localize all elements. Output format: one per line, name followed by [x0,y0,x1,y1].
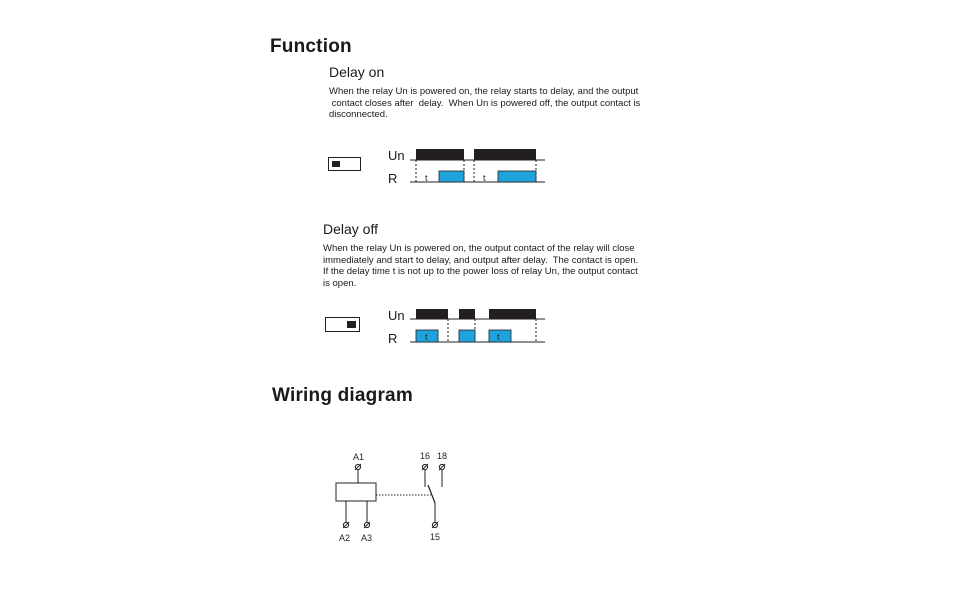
delay-off-r-pulse-2 [459,330,475,342]
wiring-schematic [325,445,465,550]
delay-on-t-label-2: t [483,173,486,183]
function-heading: Function [270,36,352,57]
terminal-18-label: 18 [437,451,448,461]
delay-off-line-3: If the delay time t is not up to the power loss of relay Un, the output contact [323,266,638,277]
delay-off-un-pulse-3 [489,309,536,319]
delay-off-un-pulse-1 [416,309,448,319]
delay-off-t-label-2: t [497,332,500,342]
terminal-16-label: 16 [420,451,431,461]
a2-label: A2 [339,533,351,543]
delay-off-line-2: immediately and start to delay, and output after delay. The contact is open. [323,254,639,266]
delay-off-timing-chart [405,305,555,350]
delay-on-timing-chart [405,145,555,190]
delay-on-line-1: When the relay Un is powered on, the relay starts to delay, and the output [329,86,639,97]
dip-switch-right-icon [325,317,361,334]
terminal-15-label: 15 [430,532,441,542]
relay-coil-box [336,483,376,501]
wiring-diagram-heading: Wiring diagram [272,385,413,406]
delay-on-un-pulse-1 [416,149,464,160]
delay-off-un-pulse-2 [459,309,475,319]
delay-on-un-label: Un [388,148,405,163]
switch-arm [428,485,435,503]
a3-label: A3 [361,533,373,543]
delay-on-un-pulse-2 [474,149,536,160]
delay-on-line-3: disconnected. [329,109,388,120]
delay-on-r-pulse-2 [498,171,536,182]
delay-on-r-pulse-1 [439,171,464,182]
dip-switch-left-icon [328,157,362,173]
delay-off-r-pulse-3 [489,330,511,342]
delay-on-title: Delay on [329,64,385,80]
delay-on-r-label: R [388,171,398,186]
delay-off-r-label: R [388,331,398,346]
delay-on-t-label-1: t [425,173,428,183]
delay-on-description [329,86,709,121]
delay-off-description [323,243,703,289]
delay-on-line-2: contact closes after delay. When Un is powered off, the output contact is [329,97,641,109]
a1-label: A1 [353,452,365,462]
delay-off-title: Delay off [323,221,378,237]
delay-off-line-1: When the relay Un is powered on, the output contact of the relay will close [323,243,635,254]
delay-off-un-label: Un [388,308,405,323]
delay-off-t-label-1: t [425,332,428,342]
delay-off-line-4: is open. [323,277,357,289]
